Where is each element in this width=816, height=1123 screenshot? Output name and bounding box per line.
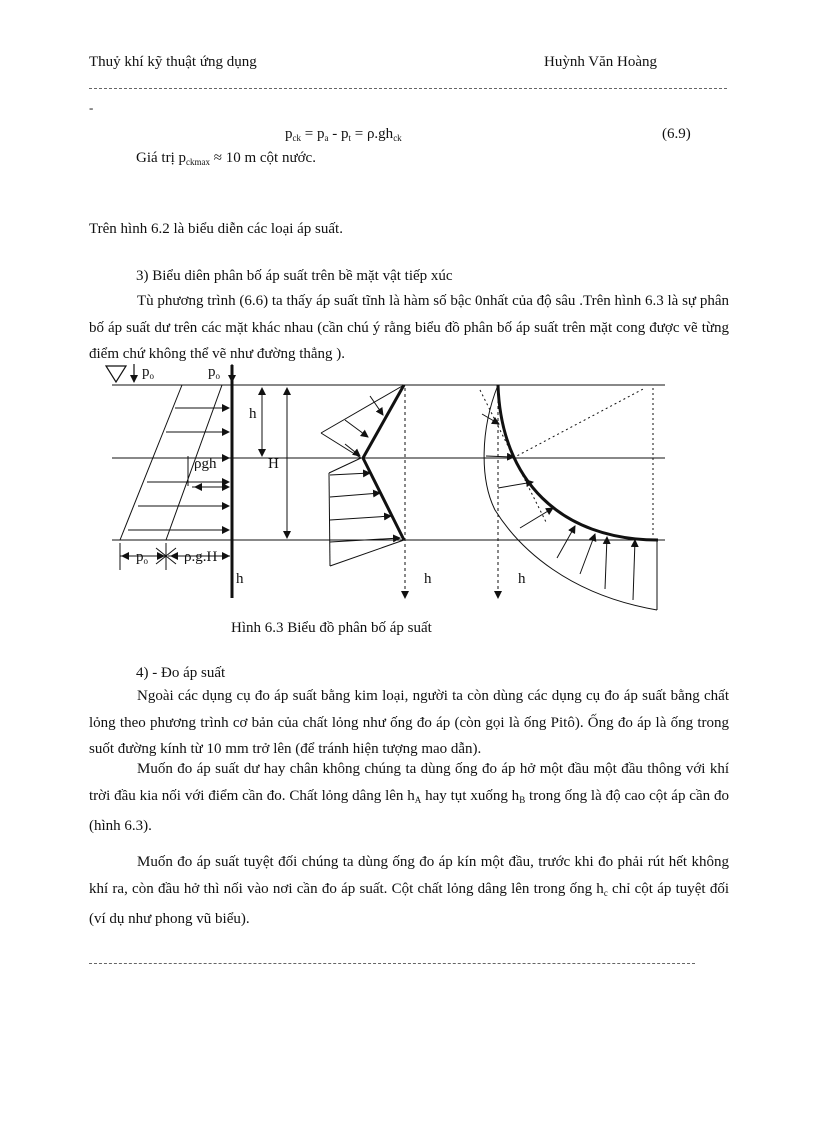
section3-paragraph: Tù phương trình (6.6) ta thấy áp suất tĩnh là hàm số bậc 0nhất của độ sâu .Trên hình 6.3 là sự phân bố áp suất dư trên các mặt khác nhau (cần chú ý rằng biểu đồ phân bố áp suất trên mặt cong được vẽ từng điểm chứ không thể vẽ như đường thẳng ). bbox=[89, 293, 729, 362]
section3-heading: 3) Biểu diên phân bố áp suất trên bề mặt vật tiếp xúc bbox=[136, 268, 453, 284]
section4-paragraph-3: Muốn đo áp suất tuyệt đối chúng ta dùng ống đo áp kín một đầu, trước khi đo phải rút hết không khí ra, còn đầu hở thì nối vào nơi cần đo áp suất. Cột chất lỏng dâng lên trong ống $h_c$ chỉ cột áp tuyệt đối (ví dụ như phong vũ biểu). bbox=[89, 854, 729, 927]
pressure-distribution-figure bbox=[100, 360, 670, 615]
label-h: h bbox=[249, 406, 257, 422]
header-stray-dash: - bbox=[89, 100, 94, 115]
label-rhogH: ρ.g.H bbox=[184, 549, 218, 565]
axis-label-h-left: h bbox=[236, 571, 244, 587]
free-surface-icon bbox=[106, 364, 134, 382]
label-po-bottom: $p_o$ bbox=[136, 549, 148, 566]
label-H: H bbox=[268, 456, 279, 472]
label-rhogh: ρgh bbox=[194, 456, 217, 472]
axis-label-h-middle: h bbox=[424, 571, 432, 587]
section4-heading: 4) - Đo áp suất bbox=[136, 665, 226, 681]
section4-paragraph-1: Ngoài các dụng cụ đo áp suất bằng kim loại, người ta còn dùng các dụng cụ đo áp suất bằng chất lỏng theo phương trình cơ bản của chất lỏng như ống đo áp (còn gọi là ống Pitô). Ống đo áp là ống trong suốt đường kính từ 10 mm trở lên (để tránh hiện tượng mao dẫn). bbox=[89, 688, 729, 757]
label-po-left: $p_o$ bbox=[142, 364, 154, 381]
label-po-top: $p_o$ bbox=[208, 364, 220, 381]
figure-caption: Hình 6.3 Biểu đồ phân bố áp suất bbox=[231, 620, 432, 636]
equation-number: (6.9) bbox=[662, 126, 691, 142]
fig62-sentence: Trên hình 6.2 là biểu diễn các loại áp suất. bbox=[89, 221, 343, 237]
axis-label-h-right: h bbox=[518, 571, 526, 587]
left-pressure-diagram bbox=[120, 385, 232, 570]
header-rule bbox=[89, 88, 727, 89]
header-author: Huỳnh Văn Hoàng bbox=[544, 54, 658, 70]
middle-pressure-diagram bbox=[321, 385, 404, 566]
max-pressure-line: Giá trị $p_{ckmax} \approx 10$ m cột nước. bbox=[136, 150, 316, 167]
footer-rule bbox=[89, 963, 695, 964]
section4-paragraph-2: Muốn đo áp suất dư hay chân không chúng ta dùng ống đo áp hở một đầu một đầu thông với khí trời đầu kia nối với điểm cần đo. Chất lỏng dâng lên $h_A$ hay tụt xuống $h_B$ trong ống là độ cao cột áp cần đo (hình 6.3). bbox=[89, 761, 729, 834]
header-title: Thuỷ khí kỹ thuật ứng dụng bbox=[89, 54, 257, 70]
equation-6-9: $p_{ck} = p_a - p_t = \rho.gh_{ck}$ bbox=[285, 126, 402, 143]
right-pressure-diagram bbox=[480, 385, 658, 610]
